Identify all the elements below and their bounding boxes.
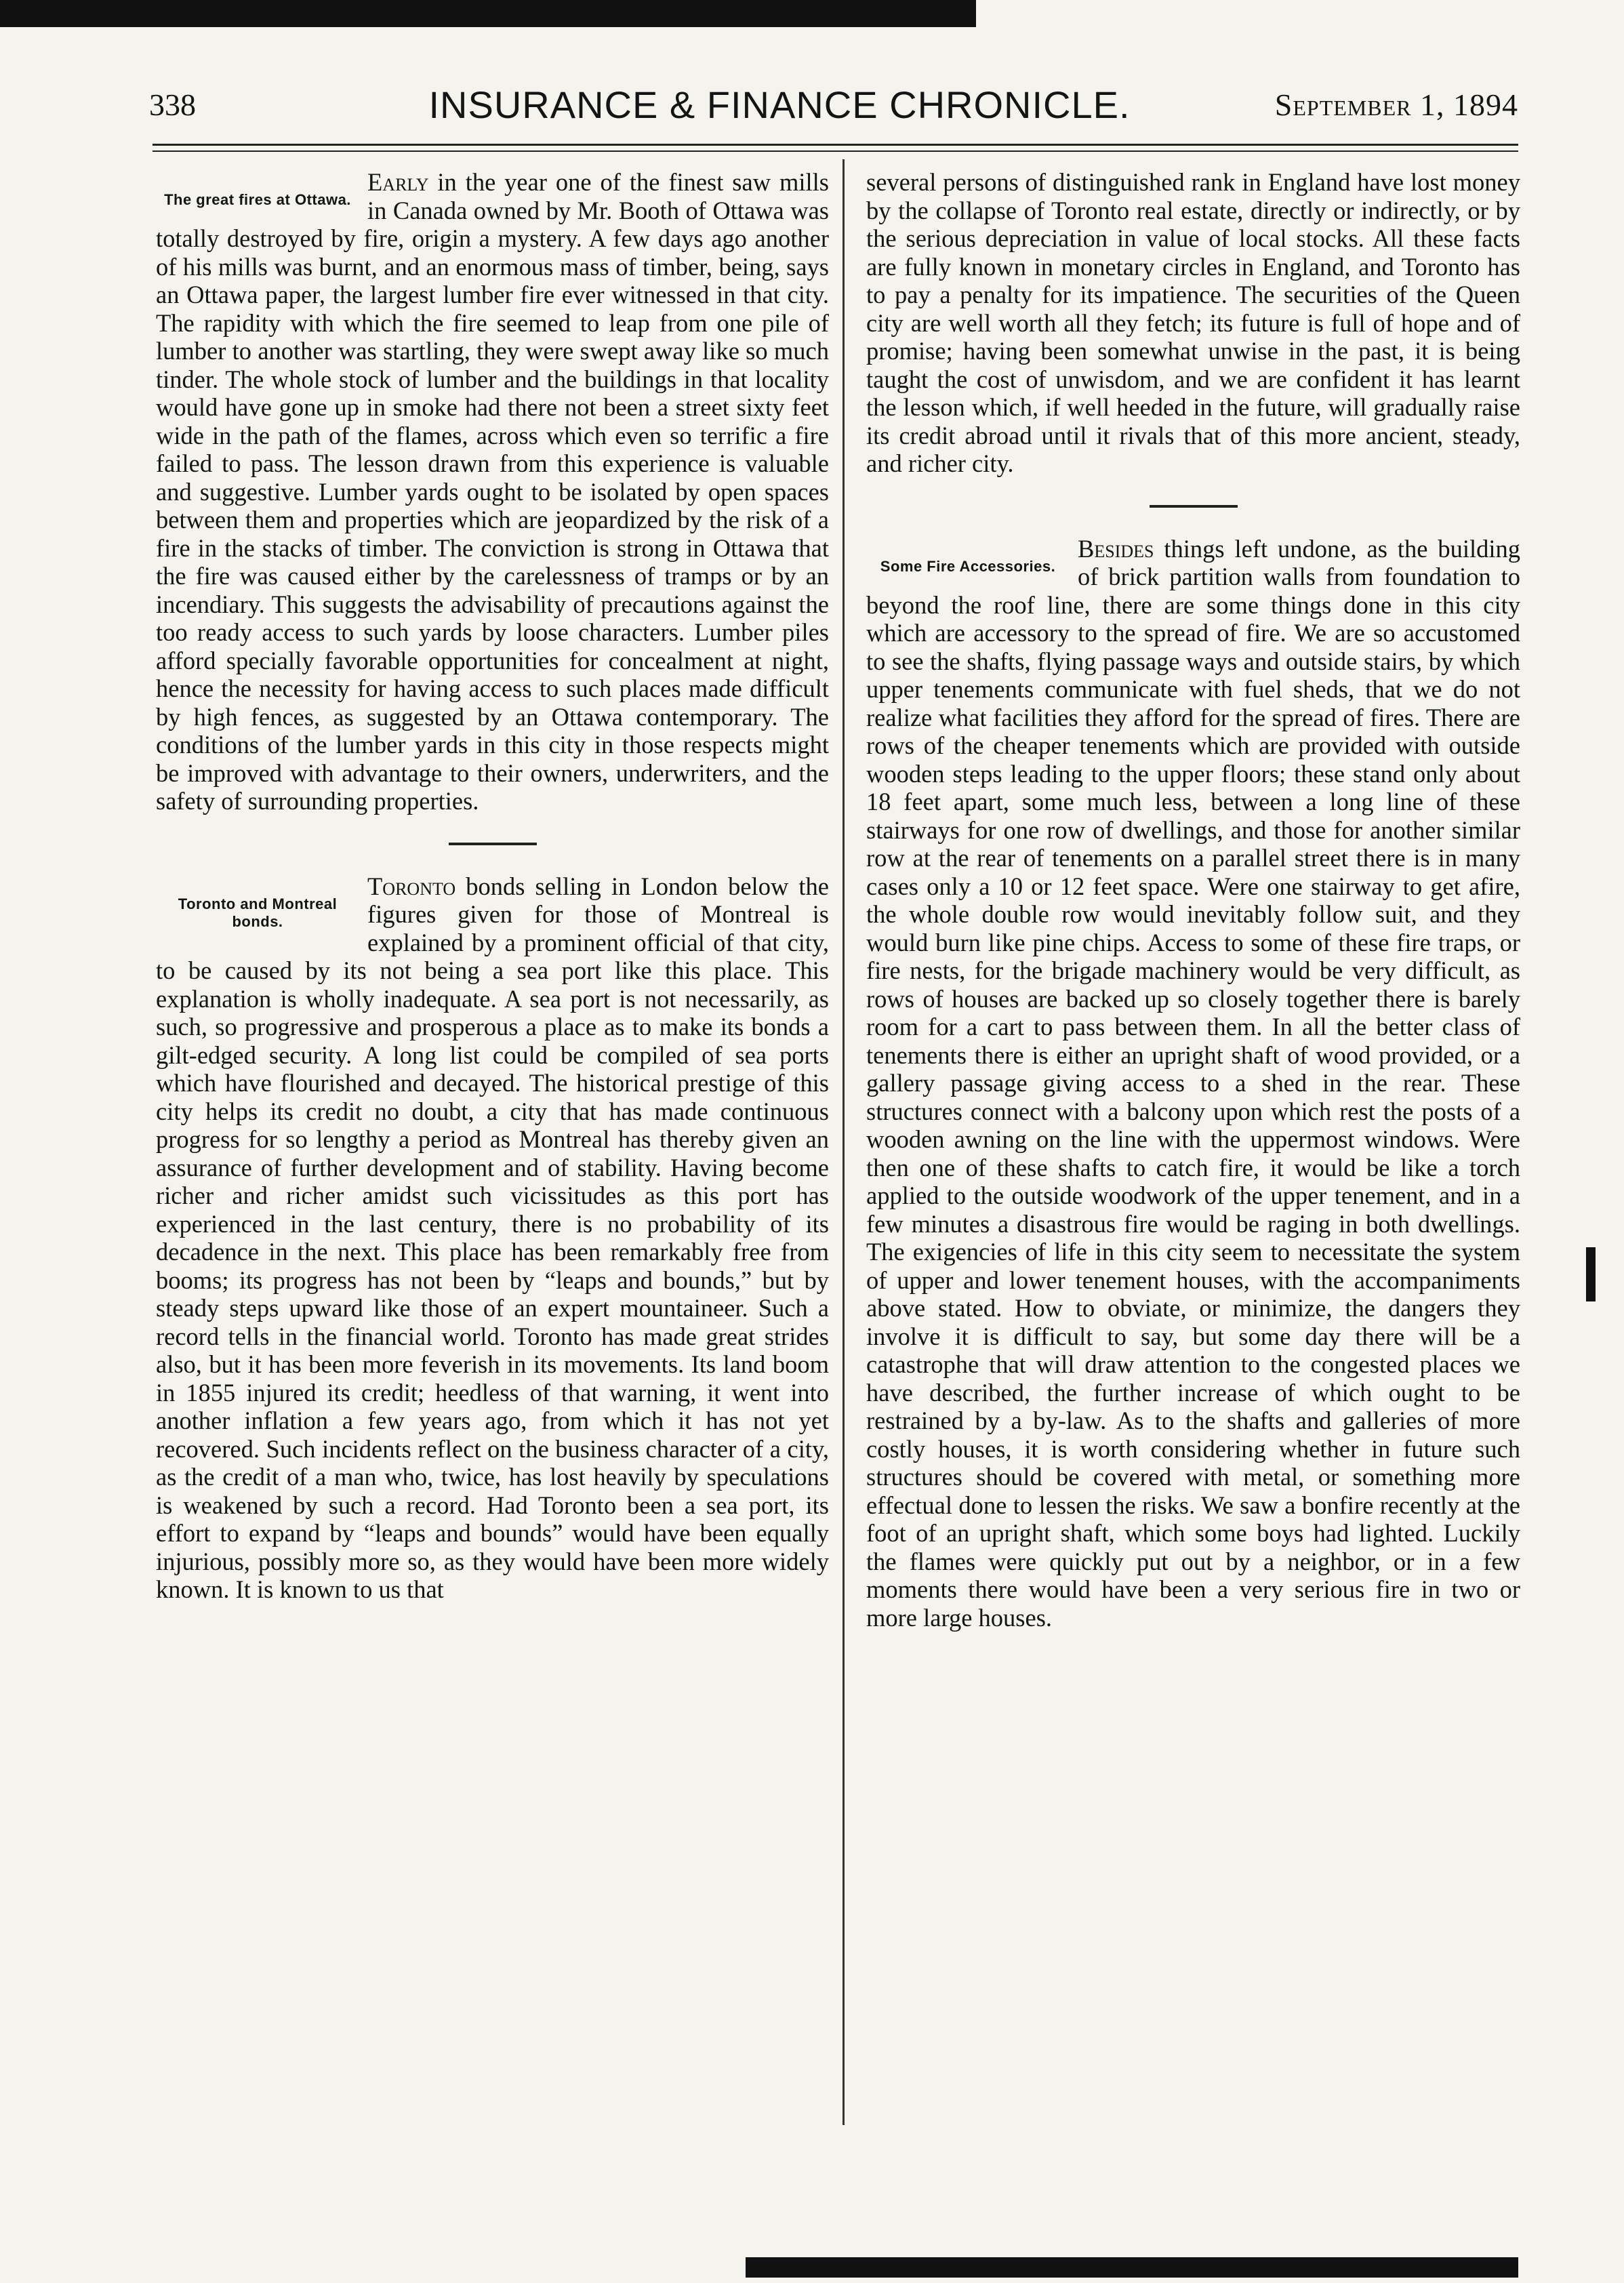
page-header	[41, 83, 1518, 134]
article-separator	[449, 843, 537, 845]
issue-date: September 1, 1894	[1274, 87, 1518, 122]
sidenote-accessories: Some Fire Accessories.	[880, 557, 1056, 575]
right-column	[866, 168, 1520, 1632]
page-title: INSURANCE & FINANCE CHRONICLE.	[428, 83, 1131, 126]
lead-word: Besides	[1078, 534, 1154, 563]
article-text: in the year one of the finest saw mills in Canada owned by Mr. Booth of Ottawa was totally destroyed by fire, origin a mystery. A few days ago another of his mills was burnt, and an enormous mass of timber, being, says an Ottawa paper, the largest lumber fire ever witnessed in that city. The rapidity with which the fire seemed to leap from one pile of lumber to another was startling, they were swept away like so much tinder. The whole stock of lumber and the buildings in that locality would have gone up in smoke had there not been a street sixty feet wide in the path of the flames, across which even so terrific a fire failed to pass. The lesson drawn from this experience is valuable and suggestive. Lumber yards ought to be isolated by open spaces between them and properties which are jeopardized by the risk of a fire in the stacks of timber. The conviction is strong in Ottawa that the fire was caused either by the carelessness of tramps or by an incendiary. This suggests the advisability of precautions against the too ready access to such yards by loose characters. Lumber piles afford specially favorable opportunities for concealment at night, hence the necessity for having access to such places made difficult by high fences, as suggested by an Ottawa contemporary. The conditions of the lumber yards in this city in those respects might be improved with advantage to their owners, underwriters, and the safety of surrounding properties.	[156, 168, 829, 815]
article-bonds-continued: several persons of distinguished rank in England have lost money by the collapse of Toronto real estate, directly or indirectly, or by the serious depreciation in value of local stocks. All these facts are fully known in monetary circles in England, and Toronto has to pay a penalty for its impatience. The securities of the Queen city are well worth all they fetch; its future is full of hope and of promise; having been somewhat unwise in the past, it is being taught the cost of unwisdom, and we are confident it has learnt the lesson which, if well heeded in the future, will gradually raise its credit abroad until it rivals that of this more ancient, steady, and richer city.	[866, 168, 1520, 477]
article-fire-accessories	[866, 535, 1520, 1632]
article-separator	[1150, 505, 1238, 508]
sidenote-bonds: Toronto and Montreal bonds.	[178, 895, 338, 930]
scan-top-edge	[0, 0, 976, 27]
column-divider	[843, 159, 845, 2125]
lead-word: Early	[367, 168, 429, 196]
article-ottawa-fires	[156, 168, 829, 815]
header-rule	[153, 144, 1518, 146]
article-text: things left undone, as the building of brick partition walls from foundation to beyond the roof line, there are some things done in this city which are accessory to the spread of fire. We are so accustomed to see the shafts, flying passage ways and outside stairs, by which upper tenements communicate with fuel sheds, that we do not realize what facilities they afford for the spread of fires. There are rows of the cheaper tenements which are provided with outside wooden steps leading to the upper floors; these stand only about 18 feet apart, some much less, between a long line of these stairways for one row of dwellings, and those for another similar row at the rear of tenements on a parallel street there is in many cases only a 10 or 12 feet space. Were one stairway to get afire, the whole double row would inevitably follow suit, and they would burn like pine chips. Access to some of these fire traps, or fire nests, for the brigade machinery would be very difficult, as rows of houses are backed up so closely together there is barely room for a cart to pass between them. In all the better class of tenements there is either an upright shaft of wood provided, or a gallery passage giving access to a shed in the rear. These structures connect with a balcony upon which rest the posts of a wooden awning on the line with the uppermost windows. Were then one of these shafts to catch fire, it would be like a torch applied to the outside woodwork of the upper tenement, and in a few minutes a disastrous fire would be raging in both dwellings. The exigencies of life in this city seem to necessitate the system of upper and lower tenement houses, with the accompaniments above stated. How to obviate, or minimize, the dangers they involve it is difficult to say, but some day there will be a catastrophe that will draw attention to the congested places we have described, the further increase of which ought to be restrained by a by-law. As to the shafts and galleries of more costly houses, it is worth considering whether in future such structures should be covered with metal, or something more effectual done to lessen the risks. We saw a bonfire recently at the foot of an upright shaft, which some boys had lighted. Luckily the flames were quickly put out by a neighbor, or in a few moments there would have been a very serious fire in two or more large houses.	[866, 534, 1520, 1632]
article-toronto-bonds	[156, 872, 829, 1604]
header-rule-thin	[153, 150, 1518, 152]
scan-bottom-edge	[746, 2257, 1518, 2278]
lead-word: Toronto	[367, 872, 456, 900]
scan-margin-mark	[1586, 1247, 1596, 1301]
page-number: 338	[149, 87, 196, 122]
article-text: bonds selling in London below the figures given for those of Montreal is explained by a prominent official of that city, to be caused by its not being a sea port like this place. This explanation is wholly inadequate. A sea port is not necessarily, as such, so progressive and prosperous a place as to make its bonds a gilt-edged security. A long list could be compiled of sea ports which have flourished and decayed. The historical prestige of this city helps its credit no doubt, a city that has made continuous progress for so lengthy a period as Montreal has thereby given an assurance of further development and of stability. Having become richer and richer amidst such vicissitudes as this port has experienced in the last century, there is no probability of its decadence in the next. This place has been remarkably free from booms; its progress has not been by “leaps and bounds,” but by steady steps upward like those of an expert mountaineer. Such a record tells in the financial world. Toronto has made great strides also, but it has been more feverish in its movements. Its land boom in 1855 injured its credit; heedless of that warning, it went into another inflation a few years ago, from which it has not yet recovered. Such incidents reflect on the business character of a city, as the credit of a man who, twice, has lost heavily by speculations is weakened by such a record. Had Toronto been a sea port, its effort to expand by “leaps and bounds” would have been equally injurious, possibly more so, as they would have been more widely known. It is known to us that	[156, 872, 829, 1603]
sidenote-ottawa: The great fires at Ottawa.	[164, 191, 351, 208]
left-column	[156, 168, 829, 1604]
